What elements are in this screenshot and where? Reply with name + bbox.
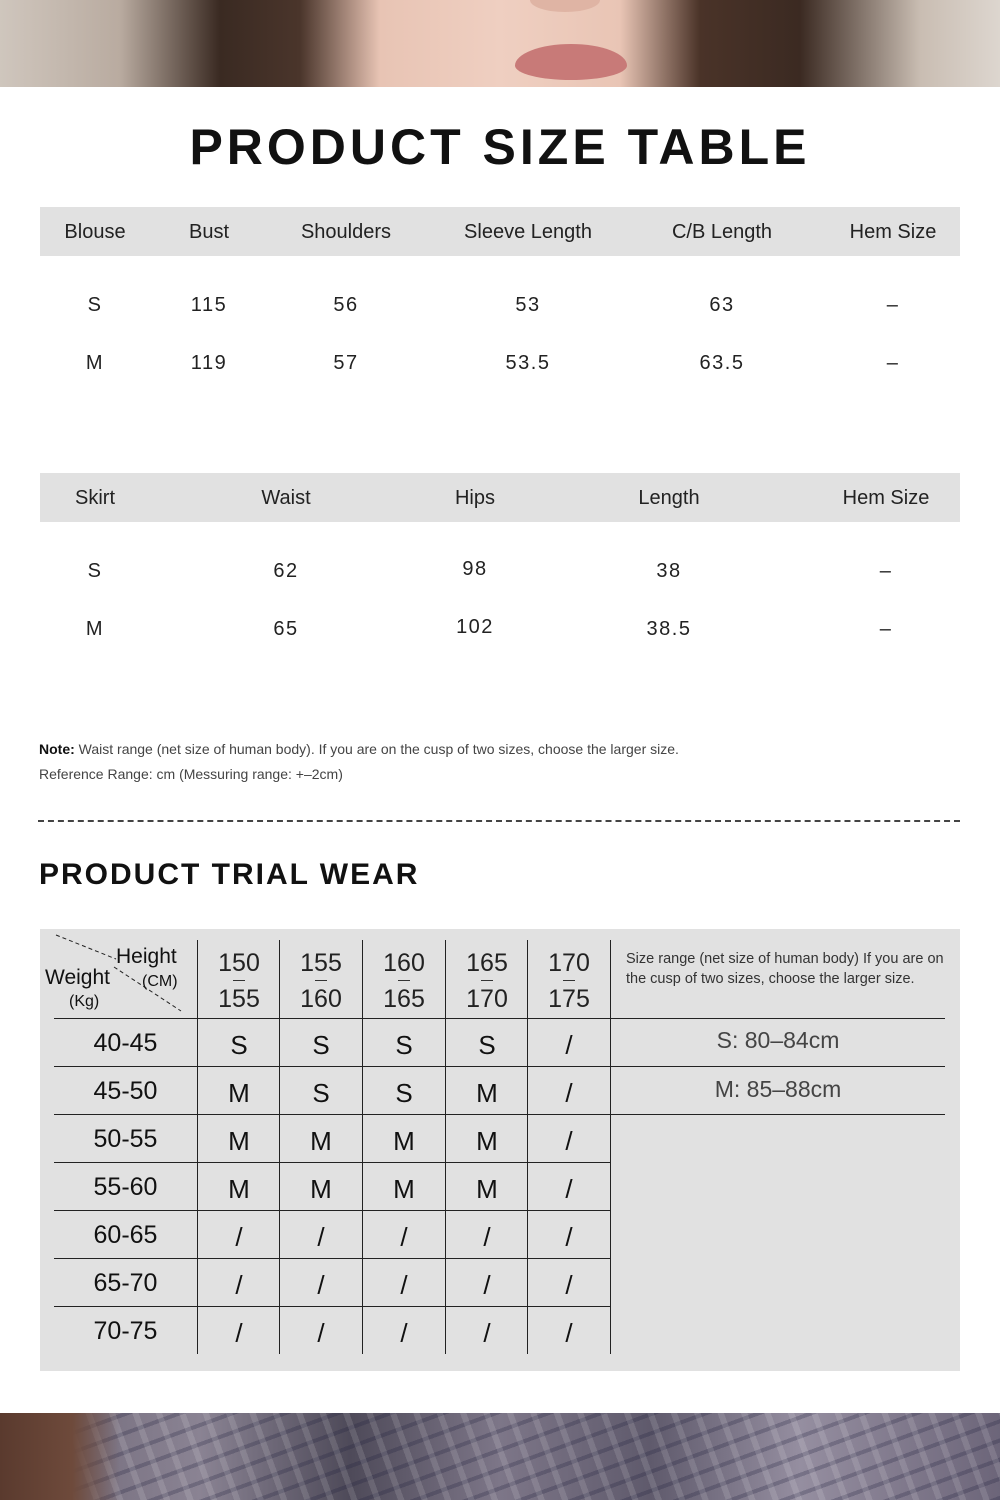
height-range-header	[198, 945, 280, 1018]
hem-cell: –	[879, 618, 893, 640]
grid-vline	[610, 940, 611, 1354]
cb-length-cell: 63.5	[699, 352, 745, 374]
header-bust: Bust	[188, 221, 230, 243]
size-recommendation-cell: /	[565, 1030, 573, 1060]
size-recommendation-cell: /	[483, 1270, 491, 1300]
height-to: 160	[300, 985, 342, 1013]
model-photo-top	[0, 0, 1000, 87]
weight-range-cell: 40-45	[93, 1029, 158, 1057]
size-recommendation-cell: /	[565, 1078, 573, 1108]
weight-range-cell: 70-75	[93, 1317, 158, 1345]
header-hem-size: Hem Size	[849, 221, 937, 243]
corner-height-label: Height	[116, 945, 177, 968]
hem-cell: –	[886, 294, 900, 316]
shoulders-cell: 57	[333, 352, 359, 374]
size-recommendation-cell: M	[393, 1174, 415, 1204]
range-dash	[233, 980, 245, 983]
header-hem-size: Hem Size	[842, 487, 930, 509]
waist-cell: 62	[273, 560, 299, 582]
size-recommendation-cell: /	[235, 1222, 243, 1252]
height-from: 165	[466, 949, 508, 977]
size-note	[39, 737, 679, 787]
skirt-size-table	[40, 473, 960, 676]
header-cb-length: C/B Length	[671, 221, 773, 243]
page-title: PRODUCT SIZE TABLE	[189, 119, 811, 175]
waist-cell: 65	[273, 618, 299, 640]
size-recommendation-cell: /	[565, 1222, 573, 1252]
corner-cm-label: (CM)	[142, 973, 178, 990]
weight-range-cell: 60-65	[93, 1221, 158, 1249]
length-cell: 38.5	[646, 618, 692, 640]
size-cell: M	[85, 352, 105, 374]
size-recommendation-cell: /	[235, 1270, 243, 1300]
hips-cell: 102	[456, 616, 494, 638]
size-recommendation-cell: /	[400, 1222, 408, 1252]
skirt-table-header	[40, 473, 960, 522]
size-recommendation-cell: S	[312, 1030, 330, 1060]
dashed-divider	[38, 820, 960, 822]
size-recommendation-cell: /	[317, 1222, 325, 1252]
size-recommendation-cell: S	[230, 1030, 248, 1060]
cb-length-cell: 63	[709, 294, 735, 316]
bust-cell: 119	[190, 352, 228, 374]
header-sleeve-length: Sleeve Length	[464, 221, 592, 243]
height-from: 155	[300, 949, 342, 977]
height-range-header	[363, 945, 445, 1018]
size-recommendation-cell: S	[312, 1078, 330, 1108]
size-recommendation-cell: /	[565, 1270, 573, 1300]
hem-cell: –	[886, 352, 900, 374]
hips-cell: 98	[462, 558, 488, 580]
size-recommendation-cell: M	[476, 1174, 498, 1204]
header-skirt: Skirt	[75, 487, 115, 509]
corner-weight-label: Weight	[45, 966, 110, 989]
size-recommendation-cell: /	[235, 1318, 243, 1348]
blouse-size-table	[40, 207, 960, 410]
size-recommendation-cell: S	[395, 1030, 413, 1060]
header-length: Length	[638, 487, 700, 509]
size-recommendation-cell: /	[400, 1270, 408, 1300]
note-text: Waist range (net size of human body). If you are on the cusp of two sizes, choose the larger size.	[74, 741, 679, 757]
size-recommendation-cell: S	[395, 1078, 413, 1108]
header-blouse: Blouse	[64, 221, 126, 243]
size-recommendation-cell: /	[565, 1174, 573, 1204]
trial-size-note: Size range (net size of human body) If you are on the cusp of two sizes, choose the larger size.	[626, 951, 944, 987]
height-range-header	[446, 945, 528, 1018]
table-row	[40, 294, 960, 352]
size-recommendation-cell: /	[565, 1318, 573, 1348]
range-dash	[563, 980, 575, 983]
weight-range-cell: 45-50	[93, 1077, 158, 1105]
weight-range-cell: 50-55	[93, 1125, 158, 1153]
size-recommendation-cell: /	[317, 1270, 325, 1300]
height-to: 170	[466, 985, 508, 1013]
note-label: Note:	[39, 741, 75, 757]
table-row	[40, 352, 960, 410]
size-recommendation-cell: /	[400, 1318, 408, 1348]
size-cell: S	[87, 294, 103, 316]
height-to: 155	[218, 985, 260, 1013]
corner-kg-label: (Kg)	[69, 993, 100, 1010]
size-recommendation-cell: M	[476, 1126, 498, 1156]
height-to: 165	[383, 985, 425, 1013]
range-m: M: 85–88cm	[714, 1076, 842, 1102]
size-recommendation-cell: M	[310, 1174, 332, 1204]
size-recommendation-cell: M	[228, 1078, 250, 1108]
range-dash	[315, 980, 327, 983]
size-recommendation-cell: M	[228, 1126, 250, 1156]
header-shoulders: Shoulders	[300, 221, 392, 243]
model-nose	[530, 0, 600, 12]
height-range-header	[280, 945, 362, 1018]
model-photo-bottom	[0, 1413, 1000, 1500]
size-cell: S	[87, 560, 103, 582]
weight-range-cell: 55-60	[93, 1173, 158, 1201]
size-cell: M	[85, 618, 105, 640]
length-cell: 38	[656, 560, 682, 582]
sleeve-cell: 53	[515, 294, 541, 316]
blouse-table-header	[40, 207, 960, 256]
range-dash	[481, 980, 493, 983]
weight-range-cell: 65-70	[93, 1269, 158, 1297]
model-lips	[515, 44, 627, 80]
trial-wear-table	[40, 929, 960, 1371]
size-recommendation-cell: S	[478, 1030, 496, 1060]
size-recommendation-cell: /	[565, 1126, 573, 1156]
size-recommendation-cell: /	[317, 1318, 325, 1348]
size-recommendation-cell: /	[483, 1318, 491, 1348]
size-recommendation-cell: M	[476, 1078, 498, 1108]
height-to: 175	[548, 985, 590, 1013]
shoulders-cell: 56	[333, 294, 359, 316]
table-row	[40, 560, 960, 618]
height-from: 150	[218, 949, 260, 977]
trial-wear-title: PRODUCT TRIAL WEAR	[39, 858, 420, 891]
header-waist: Waist	[261, 487, 311, 509]
reference-range: Reference Range: cm (Messuring range: +–2cm)	[39, 766, 343, 782]
sleeve-cell: 53.5	[505, 352, 551, 374]
size-recommendation-cell: /	[483, 1222, 491, 1252]
hem-cell: –	[879, 560, 893, 582]
height-from: 160	[383, 949, 425, 977]
size-recommendation-cell: M	[310, 1126, 332, 1156]
height-from: 170	[548, 949, 590, 977]
table-row	[40, 618, 960, 676]
model-hair	[0, 1413, 120, 1500]
bust-cell: 115	[190, 294, 228, 316]
height-range-header	[528, 945, 610, 1018]
size-recommendation-cell: M	[228, 1174, 250, 1204]
size-recommendation-cell: M	[393, 1126, 415, 1156]
range-s: S: 80–84cm	[716, 1027, 840, 1053]
range-dash	[398, 980, 410, 983]
header-hips: Hips	[454, 487, 496, 509]
